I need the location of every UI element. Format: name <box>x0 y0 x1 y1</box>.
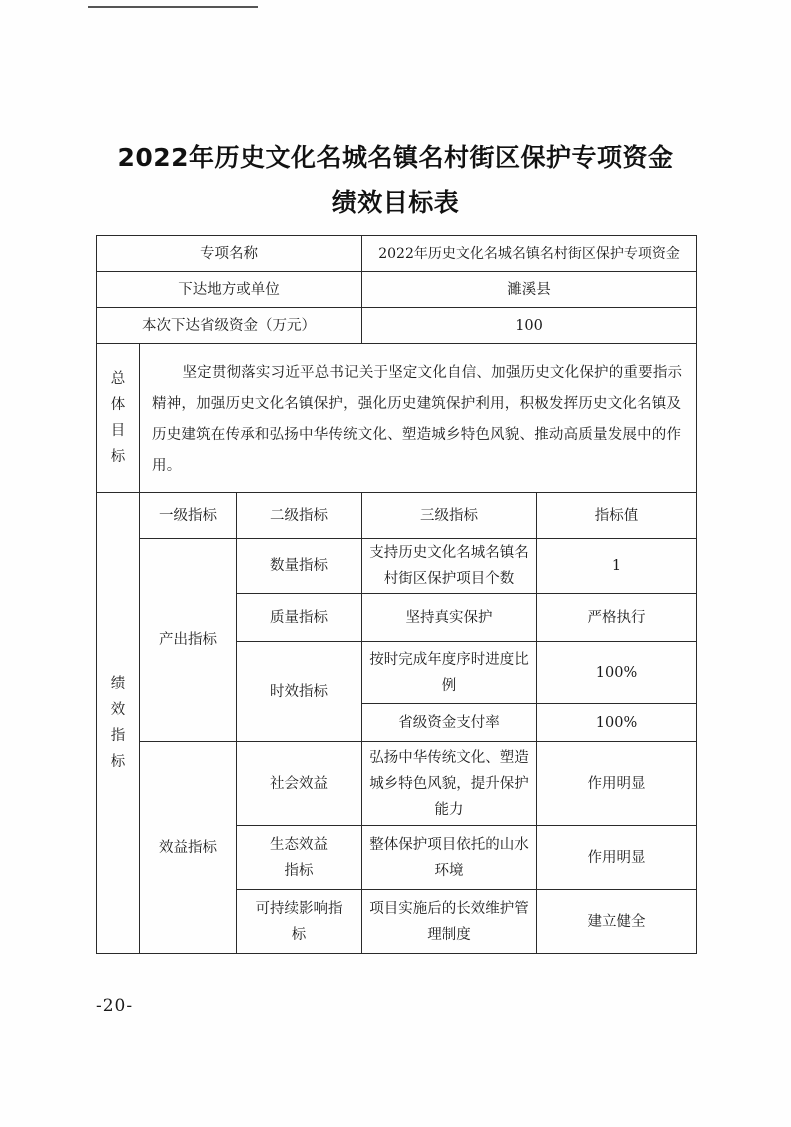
timeliness-indicator-label: 时效指标 <box>237 642 362 742</box>
table-row <box>97 493 697 539</box>
social-benefit-label: 社会效益 <box>237 742 362 826</box>
overall-goal-text: 坚定贯彻落实习近平总书记关于坚定文化自信、加强历史文化保护的重要指示精神，加强历史文化名镇保护，强化历史建筑保护利用，积极发挥历史文化名镇及历史建筑在传承和弘扬中华传统文化、塑造城乡特色风貌、推动高质量发展中的作用。 <box>140 344 697 493</box>
quantity-indicator-value: 1 <box>537 539 697 594</box>
performance-target-table <box>96 235 697 954</box>
output-indicator-label: 产出指标 <box>140 539 237 742</box>
header-level3: 三级指标 <box>362 493 537 539</box>
table-row <box>97 272 697 308</box>
social-benefit-item: 弘扬中华传统文化、塑造城乡特色风貌，提升保护能力 <box>362 742 537 826</box>
eco-benefit-value: 作用明显 <box>537 826 697 890</box>
sustain-impact-item: 项目实施后的长效维护管理制度 <box>362 890 537 954</box>
timeliness-indicator-item-1: 按时完成年度序时进度比例 <box>362 642 537 704</box>
performance-indicators-label: 绩效指标 <box>97 493 140 954</box>
region-value: 濉溪县 <box>362 272 697 308</box>
table-row <box>97 539 697 594</box>
sustain-impact-label: 可持续影响指标 <box>237 890 362 954</box>
quantity-indicator-item: 支持历史文化名城名镇名村街区保护项目个数 <box>362 539 537 594</box>
funds-label: 本次下达省级资金（万元） <box>97 308 362 344</box>
project-name-value: 2022年历史文化名城名镇名村街区保护专项资金 <box>362 236 697 272</box>
social-benefit-value: 作用明显 <box>537 742 697 826</box>
timeliness-indicator-value-1: 100% <box>537 642 697 704</box>
region-label: 下达地方或单位 <box>97 272 362 308</box>
eco-benefit-label: 生态效益指标 <box>237 826 362 890</box>
overall-goal-label: 总体目标 <box>97 344 140 493</box>
table-row <box>97 742 697 826</box>
table-row <box>97 236 697 272</box>
header-level2: 二级指标 <box>237 493 362 539</box>
quality-indicator-label: 质量指标 <box>237 594 362 642</box>
quality-indicator-item: 坚持真实保护 <box>362 594 537 642</box>
eco-benefit-item: 整体保护项目依托的山水环境 <box>362 826 537 890</box>
table-row <box>97 344 697 493</box>
page-number: -20- <box>96 996 134 1016</box>
page-title: 2022年历史文化名城名镇名村街区保护专项资金 <box>117 143 674 172</box>
header-level1: 一级指标 <box>140 493 237 539</box>
sustain-impact-value: 建立健全 <box>537 890 697 954</box>
benefit-indicator-label: 效益指标 <box>140 742 237 954</box>
page-subtitle: 绩效目标表 <box>331 188 460 217</box>
quality-indicator-value: 严格执行 <box>537 594 697 642</box>
funds-value: 100 <box>362 308 697 344</box>
header-value: 指标值 <box>537 493 697 539</box>
table-row <box>97 308 697 344</box>
quantity-indicator-label: 数量指标 <box>237 539 362 594</box>
scan-top-line <box>88 6 258 8</box>
timeliness-indicator-value-2: 100% <box>537 704 697 742</box>
project-name-label: 专项名称 <box>97 236 362 272</box>
timeliness-indicator-item-2: 省级资金支付率 <box>362 704 537 742</box>
